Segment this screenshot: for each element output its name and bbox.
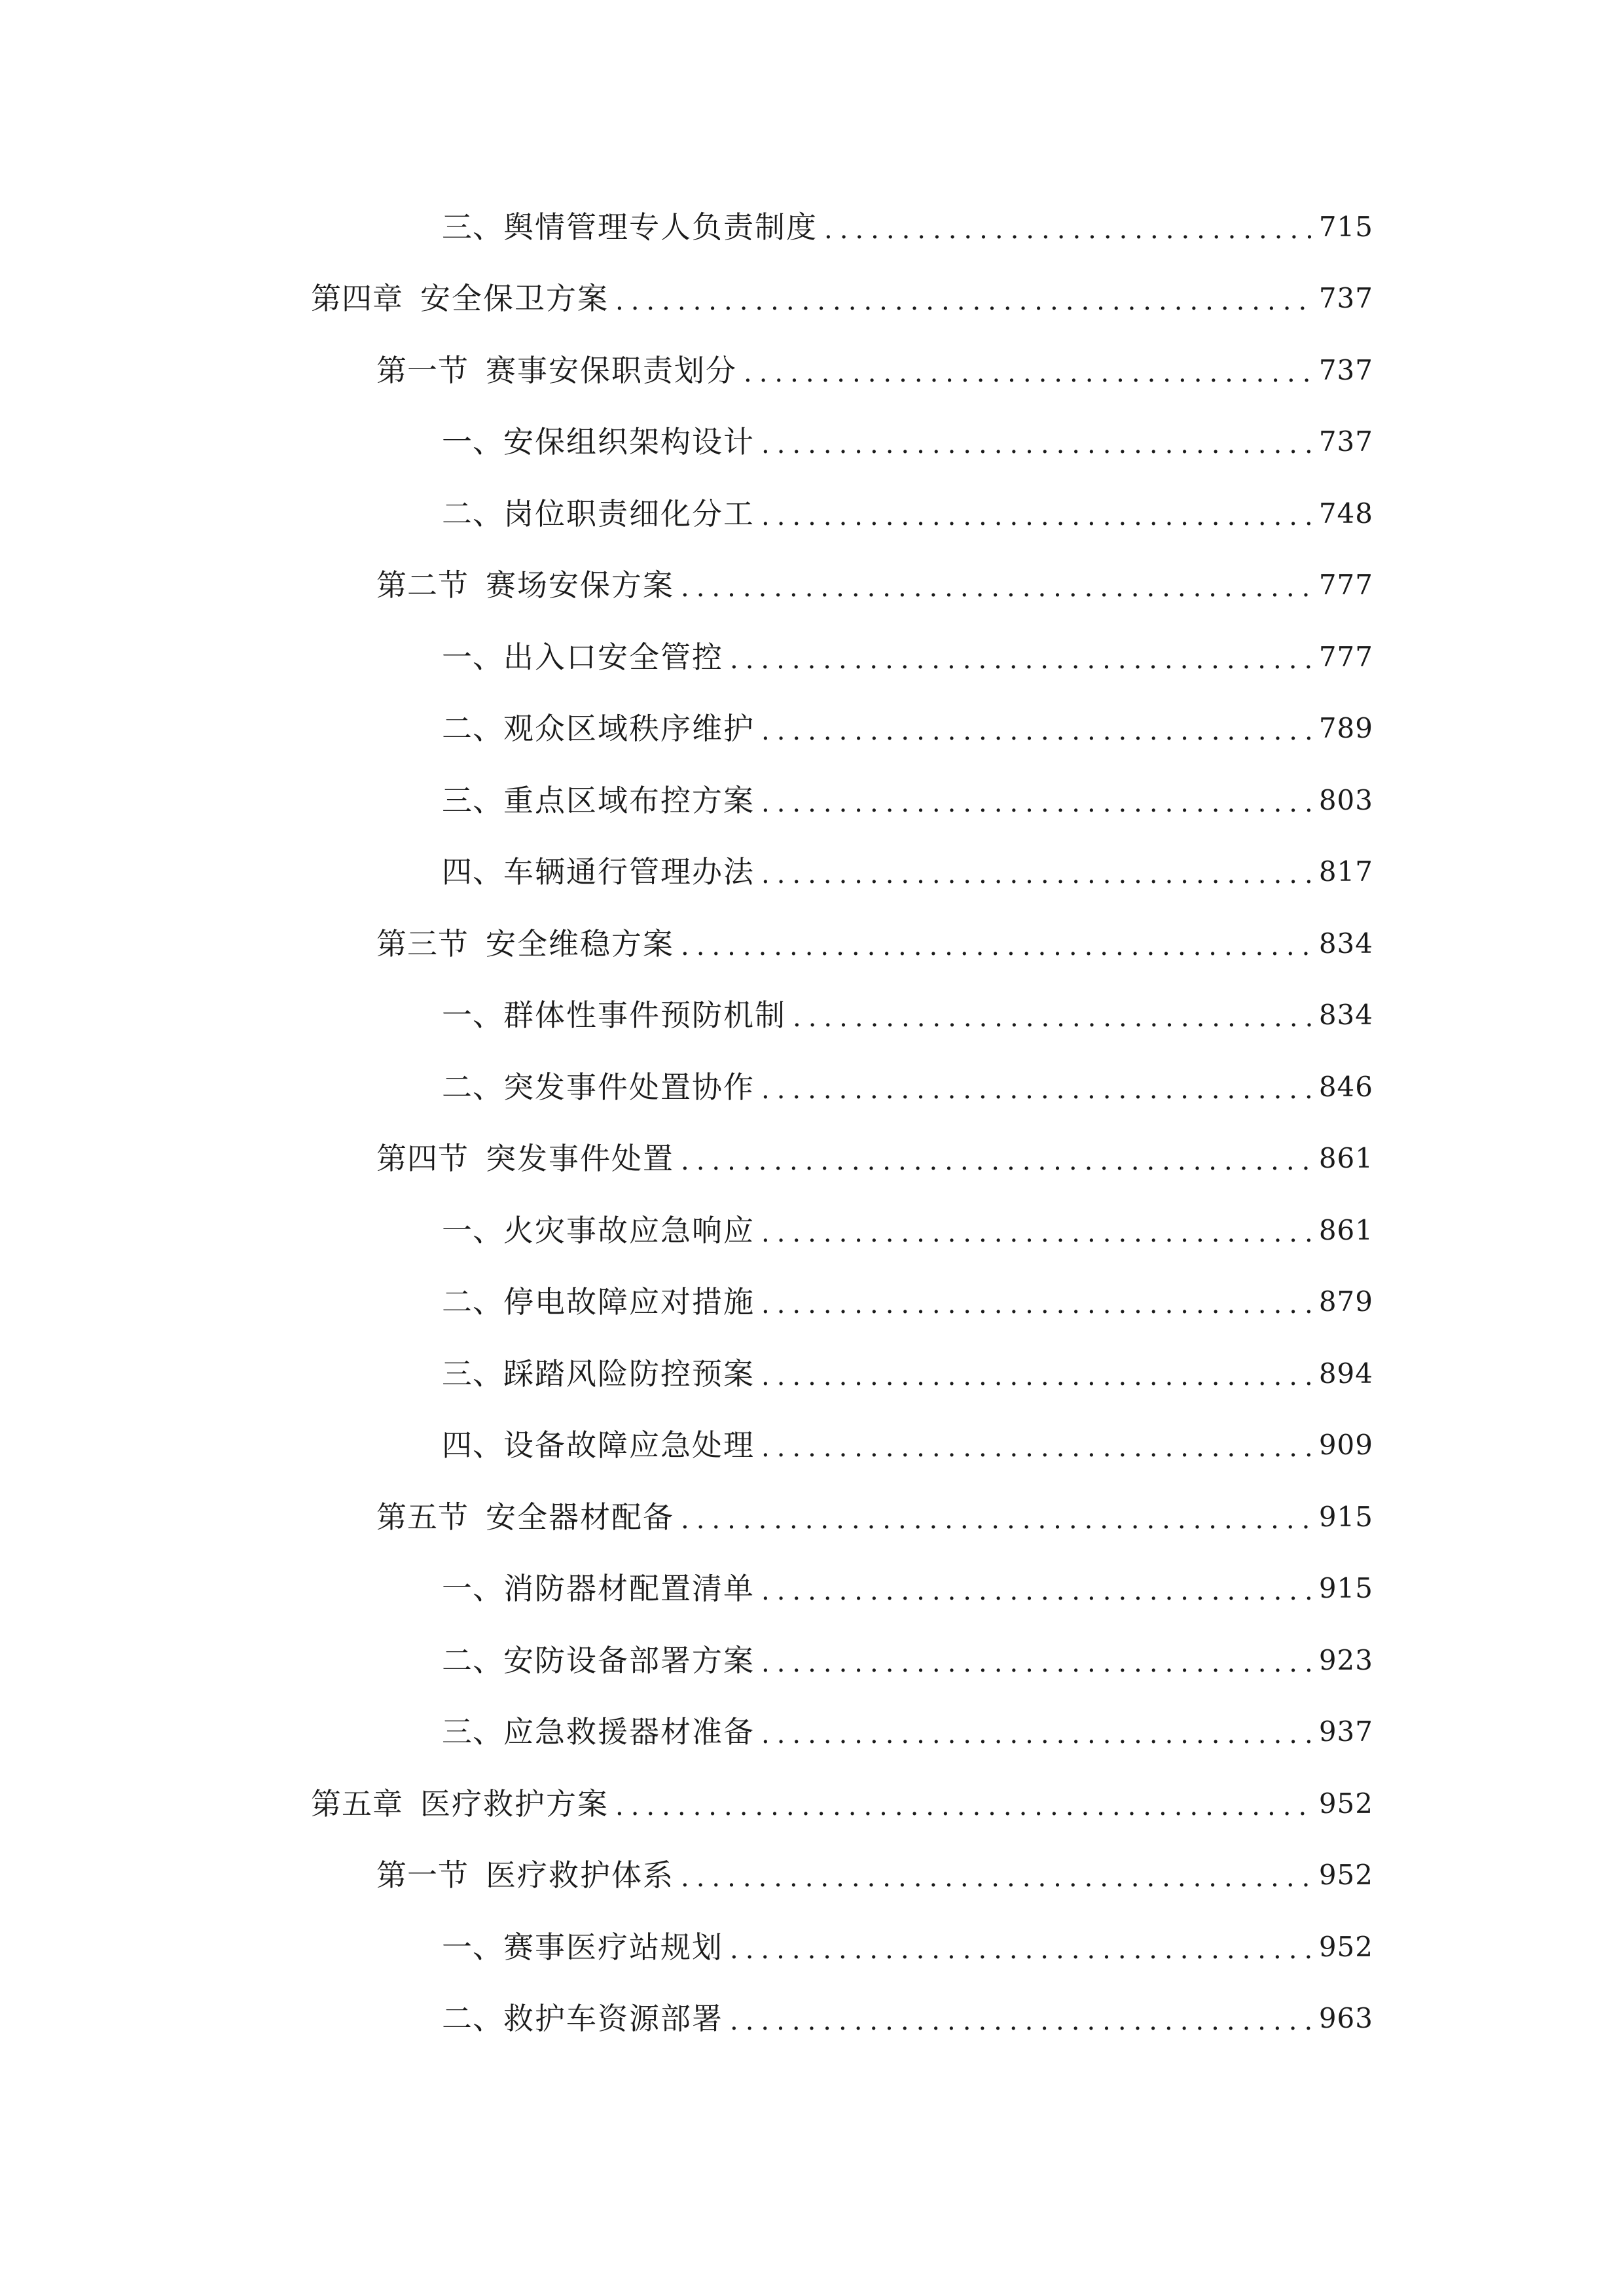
toc-entry-number: 一、 — [442, 1929, 503, 1965]
dot-leader — [761, 431, 1313, 457]
toc-entry-number: 一、 — [442, 997, 503, 1033]
dot-leader — [681, 575, 1313, 601]
toc-entry[interactable] — [311, 191, 1373, 263]
toc-entry-page: 879 — [1318, 1285, 1373, 1318]
toc-entry-number: 二、 — [442, 2001, 503, 2037]
toc-entry[interactable] — [311, 1123, 1373, 1195]
toc-entry[interactable] — [311, 1051, 1373, 1123]
toc-entry-page: 834 — [1318, 927, 1373, 960]
toc-entry-title: 出入口安全管控 — [503, 639, 723, 675]
dot-leader — [761, 1578, 1313, 1604]
dot-leader — [681, 1507, 1313, 1533]
toc-entry-title: 重点区域布控方案 — [503, 782, 755, 818]
toc-entry-title: 群体性事件预防机制 — [503, 997, 786, 1033]
table-of-contents — [311, 191, 1373, 2054]
toc-entry-page: 963 — [1318, 2002, 1373, 2035]
toc-entry[interactable] — [311, 1410, 1373, 1482]
dot-leader — [730, 2008, 1313, 2034]
toc-entry-number: 三、 — [442, 1714, 503, 1750]
toc-entry[interactable] — [311, 764, 1373, 836]
dot-leader — [615, 1793, 1313, 1820]
toc-entry-title: 安全保卫方案 — [420, 281, 609, 317]
toc-entry-number: 一、 — [442, 424, 503, 460]
toc-entry-title: 停电故障应对措施 — [503, 1284, 755, 1320]
dot-leader — [681, 933, 1313, 960]
toc-entry-page: 737 — [1318, 282, 1373, 315]
toc-entry[interactable] — [311, 1194, 1373, 1266]
dot-leader — [761, 1721, 1313, 1748]
toc-entry-page: 937 — [1318, 1715, 1373, 1748]
toc-entry-title: 医疗救护体系 — [486, 1857, 674, 1893]
toc-entry-number: 四、 — [442, 854, 503, 890]
toc-entry-page: 846 — [1318, 1070, 1373, 1103]
toc-entry[interactable] — [311, 1911, 1373, 1983]
toc-entry-page: 817 — [1318, 855, 1373, 888]
toc-entry[interactable] — [311, 1696, 1373, 1768]
toc-entry-title: 医疗救护方案 — [420, 1785, 609, 1821]
toc-entry[interactable] — [311, 550, 1373, 622]
toc-entry[interactable] — [311, 263, 1373, 335]
toc-entry-title: 赛事医疗站规划 — [503, 1929, 723, 1965]
toc-entry-number: 二、 — [442, 1284, 503, 1320]
toc-entry[interactable] — [311, 980, 1373, 1052]
toc-entry-number: 二、 — [442, 495, 503, 531]
toc-entry[interactable] — [311, 836, 1373, 908]
toc-entry-number: 二、 — [442, 711, 503, 747]
toc-entry-number: 二、 — [442, 1642, 503, 1678]
toc-entry[interactable] — [311, 334, 1373, 406]
toc-entry-title: 赛事安保职责划分 — [486, 352, 737, 388]
toc-entry-page: 803 — [1318, 783, 1373, 816]
toc-entry-number: 第二节 — [376, 567, 469, 603]
dot-leader — [761, 1291, 1313, 1318]
toc-entry-number: 三、 — [442, 1355, 503, 1391]
toc-entry-page: 909 — [1318, 1429, 1373, 1462]
toc-entry-title: 踩踏风险防控预案 — [503, 1355, 755, 1391]
toc-entry-page: 789 — [1318, 712, 1373, 745]
toc-entry-page: 715 — [1318, 210, 1373, 243]
toc-entry-title: 火灾事故应急响应 — [503, 1212, 755, 1248]
dot-leader — [730, 647, 1313, 673]
dot-leader — [761, 1435, 1313, 1461]
toc-entry-title: 突发事件处置协作 — [503, 1069, 755, 1105]
toc-entry-title: 设备故障应急处理 — [503, 1427, 755, 1463]
dot-leader — [824, 217, 1313, 243]
toc-entry-number: 四、 — [442, 1427, 503, 1463]
dot-leader — [744, 360, 1313, 386]
toc-entry-page: 915 — [1318, 1572, 1373, 1605]
toc-entry-number: 三、 — [442, 782, 503, 818]
toc-entry-title: 安全器材配备 — [486, 1499, 674, 1535]
toc-entry-number: 一、 — [442, 1212, 503, 1248]
toc-entry-number: 三、 — [442, 209, 503, 245]
toc-entry-page: 748 — [1318, 497, 1373, 529]
toc-entry[interactable] — [311, 621, 1373, 693]
toc-entry[interactable] — [311, 1553, 1373, 1625]
toc-entry-number: 第五节 — [376, 1499, 469, 1535]
toc-entry-number: 第五章 — [311, 1785, 403, 1821]
toc-entry-page: 777 — [1318, 640, 1373, 673]
toc-entry-page: 777 — [1318, 569, 1373, 601]
dot-leader — [761, 1077, 1313, 1103]
toc-entry-number: 二、 — [442, 1069, 503, 1105]
toc-entry-title: 安防设备部署方案 — [503, 1642, 755, 1678]
toc-entry[interactable] — [311, 406, 1373, 478]
toc-entry-page: 861 — [1318, 1213, 1373, 1246]
toc-entry[interactable] — [311, 1983, 1373, 2055]
toc-entry[interactable] — [311, 1768, 1373, 1840]
toc-entry-page: 952 — [1318, 1787, 1373, 1820]
toc-entry[interactable] — [311, 1266, 1373, 1338]
toc-entry-title: 应急救援器材准备 — [503, 1714, 755, 1750]
dot-leader — [615, 288, 1313, 314]
toc-entry-title: 救护车资源部署 — [503, 2001, 723, 2037]
dot-leader — [761, 861, 1313, 888]
toc-entry[interactable] — [311, 1481, 1373, 1553]
toc-entry-title: 突发事件处置 — [486, 1141, 674, 1177]
toc-entry-number: 一、 — [442, 639, 503, 675]
dot-leader — [793, 1005, 1313, 1031]
dot-leader — [681, 1865, 1313, 1891]
toc-entry-page: 923 — [1318, 1643, 1373, 1676]
toc-entry-number: 第一节 — [376, 1857, 469, 1893]
toc-entry-title: 舆情管理专人负责制度 — [503, 209, 818, 245]
toc-entry-page: 915 — [1318, 1500, 1373, 1533]
toc-entry-title: 车辆通行管理办法 — [503, 854, 755, 890]
toc-entry-number: 一、 — [442, 1571, 503, 1607]
toc-entry-page: 737 — [1318, 353, 1373, 386]
dot-leader — [761, 790, 1313, 816]
toc-entry-title: 消防器材配置清单 — [503, 1571, 755, 1607]
toc-entry-title: 赛场安保方案 — [486, 567, 674, 603]
toc-entry[interactable] — [311, 693, 1373, 765]
dot-leader — [761, 1220, 1313, 1246]
toc-entry-page: 834 — [1318, 999, 1373, 1031]
toc-entry-page: 952 — [1318, 1859, 1373, 1892]
toc-entry-page: 894 — [1318, 1357, 1373, 1390]
toc-entry-title: 安全维稳方案 — [486, 925, 674, 961]
toc-entry-title: 观众区域秩序维护 — [503, 711, 755, 747]
toc-entry-number: 第四章 — [311, 281, 403, 317]
dot-leader — [761, 1363, 1313, 1390]
toc-entry-page: 737 — [1318, 425, 1373, 458]
toc-entry-page: 952 — [1318, 1930, 1373, 1963]
dot-leader — [681, 1148, 1313, 1174]
toc-entry[interactable] — [311, 1338, 1373, 1410]
toc-entry[interactable] — [311, 1624, 1373, 1696]
toc-entry-number: 第三节 — [376, 925, 469, 961]
toc-entry-page: 861 — [1318, 1142, 1373, 1175]
toc-entry-number: 第四节 — [376, 1141, 469, 1177]
dot-leader — [761, 503, 1313, 529]
dot-leader — [761, 1650, 1313, 1676]
dot-leader — [730, 1937, 1313, 1963]
toc-entry[interactable] — [311, 478, 1373, 550]
toc-entry-number: 第一节 — [376, 352, 469, 388]
toc-entry[interactable] — [311, 908, 1373, 980]
toc-entry[interactable] — [311, 1840, 1373, 1912]
dot-leader — [761, 718, 1313, 744]
toc-entry-title: 安保组织架构设计 — [503, 424, 755, 460]
toc-entry-title: 岗位职责细化分工 — [503, 495, 755, 531]
